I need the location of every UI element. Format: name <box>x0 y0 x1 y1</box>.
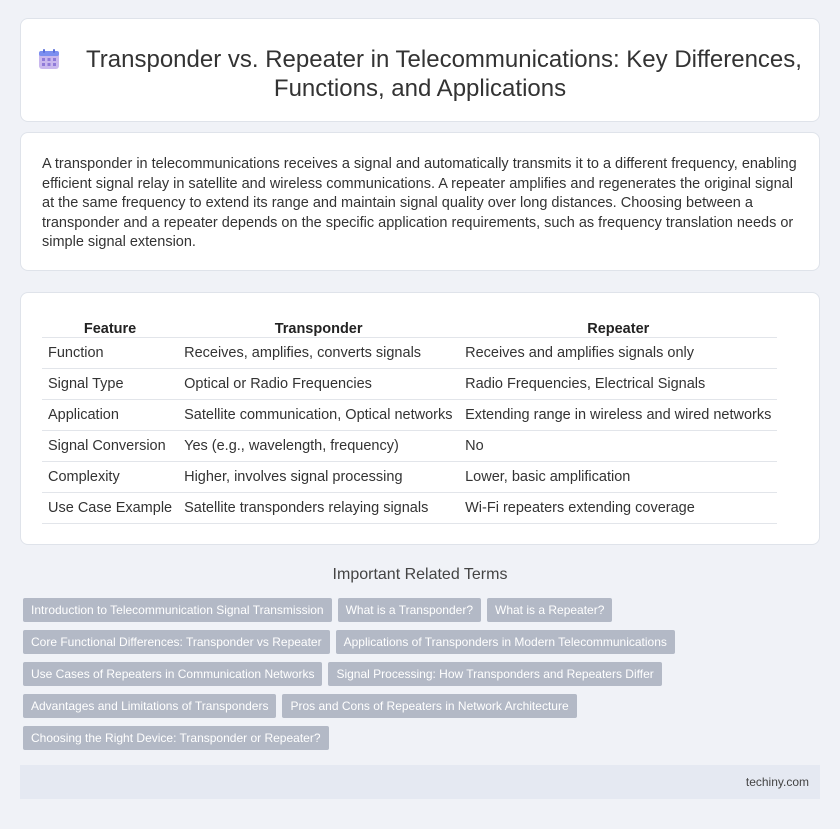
related-term-tag[interactable]: Introduction to Telecommunication Signal Transmission <box>23 598 332 622</box>
table-row <box>42 492 777 523</box>
table-cell: Lower, basic amplification <box>459 461 777 492</box>
related-term-tag[interactable]: Advantages and Limitations of Transponders <box>23 694 276 718</box>
table-cell: Optical or Radio Frequencies <box>178 368 459 399</box>
page-title-container <box>21 45 819 103</box>
related-term-tag[interactable]: What is a Repeater? <box>487 598 612 622</box>
header-transponder: Transponder <box>274 320 363 337</box>
table-cell: Wi-Fi repeaters extending coverage <box>459 492 777 523</box>
table-row <box>42 399 777 430</box>
related-term-tag[interactable]: Applications of Transponders in Modern Telecommunications <box>336 630 675 654</box>
related-term-tag[interactable]: What is a Transponder? <box>338 598 481 622</box>
table-cell: No <box>459 430 777 461</box>
table-row <box>42 461 777 492</box>
table-cell: Receives, amplifies, converts signals <box>178 337 459 368</box>
header-repeater: Repeater <box>587 320 650 337</box>
table-cell: Receives and amplifies signals only <box>459 337 777 368</box>
related-terms-heading: Important Related Terms <box>332 566 508 583</box>
intro-card <box>20 132 820 271</box>
table-cell: Function <box>42 337 178 368</box>
footer <box>20 765 820 799</box>
related-term-tag[interactable]: Choosing the Right Device: Transponder or Repeater? <box>23 726 329 750</box>
intro-paragraph: A transponder in telecommunications receives a signal and automatically transmits it to a different frequency, enabling efficient signal relay in satellite and wireless communications. A repeater amplifies and regenerates the original signal at the same frequency to extend its range and maintain signal quality over long distances. Choosing between a transponder and a repeater depends on the specific application requirements, such as frequency translation needs or simple signal extension. <box>42 156 797 250</box>
table-cell: Yes (e.g., wavelength, frequency) <box>178 430 459 461</box>
related-terms-list <box>23 598 683 758</box>
table-cell: Application <box>42 399 178 430</box>
related-term-tag[interactable]: Use Cases of Repeaters in Communication Networks <box>23 662 322 686</box>
page-title: Transponder vs. Repeater in Telecommunications: Key Differences, Functions, and Applications <box>86 46 802 102</box>
table-row <box>42 368 777 399</box>
related-term-tag[interactable]: Pros and Cons of Repeaters in Network Architecture <box>282 694 576 718</box>
table-cell: Satellite communication, Optical networks <box>178 399 459 430</box>
table-cell: Complexity <box>42 461 178 492</box>
related-term-tag[interactable]: Core Functional Differences: Transponder vs Repeater <box>23 630 330 654</box>
related-term-tag[interactable]: Signal Processing: How Transponders and Repeaters Differ <box>328 662 661 686</box>
header-feature: Feature <box>83 320 137 337</box>
table-header-row <box>42 317 777 337</box>
table-cell: Signal Type <box>42 368 178 399</box>
table-cell: Radio Frequencies, Electrical Signals <box>459 368 777 399</box>
table-cell: Use Case Example <box>42 492 178 523</box>
table-row <box>42 337 777 368</box>
table-cell: Satellite transponders relaying signals <box>178 492 459 523</box>
comparison-card <box>20 292 820 545</box>
title-card <box>20 18 820 122</box>
table-cell: Signal Conversion <box>42 430 178 461</box>
table-row <box>42 430 777 461</box>
footer-brand[interactable]: techiny.com <box>745 775 809 789</box>
comparison-table <box>42 317 777 524</box>
table-cell: Higher, involves signal processing <box>178 461 459 492</box>
calendar-icon <box>38 48 60 70</box>
table-cell: Extending range in wireless and wired networks <box>459 399 777 430</box>
